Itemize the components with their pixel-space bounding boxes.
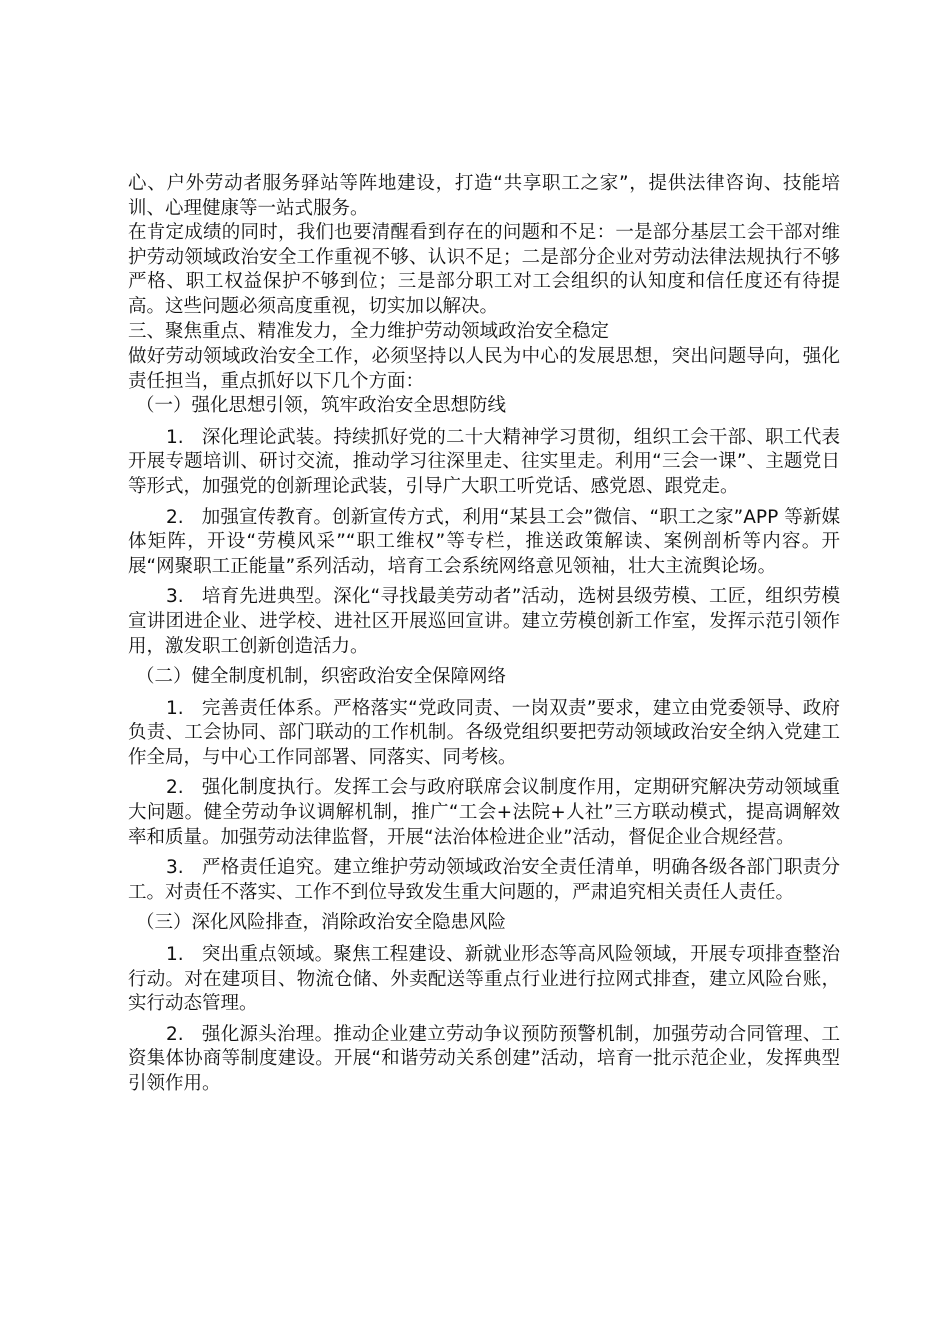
item-text: 强化源头治理。推动企业建立劳动争议预防预警机制，加强劳动合同管理、工资集体协商等制度建设。开展“和谐劳动关系创建”活动，培育一批示范企业，发挥典型引领作用。	[128, 1023, 840, 1094]
paragraph-problems: 在肯定成绩的同时，我们也要清醒看到存在的问题和不足：一是部分基层工会干部对维护劳动领域政治安全工作重视不够、认识不足；二是部分企业对劳动法律法规执行不够严格、职工权益保护不够到位；三是部分职工对工会组织的认知度和信任度还有待提高。这些问题必须高度重视，切实加以解决。	[128, 222, 840, 317]
item-number: 1.	[166, 697, 184, 719]
paragraph-service-stations: 心、户外劳动者服务驿站等阵地建设，打造“共享职工之家”，提供法律咨询、技能培训、心理健康等一站式服务。	[128, 173, 840, 219]
item-text: 完善责任体系。严格落实“党政同责、一岗双责”要求，建立由党委领导、政府负责、工会协同、部门联动的工作机制。各级党组织要把劳动领域政治安全纳入党建工作全局，与中心工作同部署、同落实、同考核。	[128, 697, 840, 768]
list-item	[128, 426, 840, 500]
subheading-2: （二）健全制度机制，织密政治安全保障网络	[136, 666, 507, 688]
item-text: 强化制度执行。发挥工会与政府联席会议制度作用，定期研究解决劳动领域重大问题。健全劳动争议调解机制，推广“工会+法院+人社”三方联动模式，提高调解效率和质量。加强劳动法律监督，开展“法治体检进企业”活动，督促企业合规经营。	[128, 777, 840, 848]
item-number: 2.	[166, 1023, 184, 1045]
item-text: 突出重点领域。聚焦工程建设、新就业形态等高风险领域，开展专项排查整治行动。对在建项目、物流仓储、外卖配送等重点行业进行拉网式排查，建立风险台账，实行动态管理。	[128, 944, 840, 1015]
item-number: 2.	[166, 506, 184, 528]
item-number: 3.	[166, 857, 184, 879]
section-heading-3: 三、聚焦重点、精准发力，全力维护劳动领域政治安全稳定	[128, 320, 610, 342]
item-text: 加强宣传教育。创新宣传方式，利用“某县工会”微信、“职工之家”APP 等新媒体矩阵，开设“劳模风采”“职工维权”等专栏，推送政策解读、案例剖析等内容。开展“网聚职工正能量”系列活动，培育工会系统网络意见领袖，壮大主流舆论场。	[128, 506, 840, 577]
item-number: 1.	[166, 426, 184, 448]
item-text: 培育先进典型。深化“寻找最美劳动者”活动，选树县级劳模、工匠，组织劳模宣讲团进企业、进学校、进社区开展巡回宣讲。建立劳模创新工作室，发挥示范引领作用，激发职工创新创造活力。	[128, 586, 840, 657]
list-item	[128, 776, 840, 850]
list-item	[128, 856, 840, 905]
item-text: 严格责任追究。建立维护劳动领域政治安全责任清单，明确各级各部门职责分工。对责任不落实、工作不到位导致发生重大问题的，严肃追究相关责任人责任。	[128, 857, 840, 903]
subheading-3: （三）深化风险排查，消除政治安全隐患风险	[136, 912, 507, 934]
list-item	[128, 697, 840, 771]
item-number: 1.	[166, 944, 184, 966]
section-intro: 做好劳动领域政治安全工作，必须坚持以人民为中心的发展思想，突出问题导向，强化责任担当，重点抓好以下几个方面：	[128, 346, 840, 393]
list-item	[128, 506, 840, 580]
item-number: 2.	[166, 777, 184, 799]
list-item	[128, 1023, 840, 1097]
list-item	[128, 943, 840, 1017]
document-page	[128, 172, 840, 1103]
item-number: 3.	[166, 586, 184, 608]
item-text: 深化理论武装。持续抓好党的二十大精神学习贯彻，组织工会干部、职工代表开展专题培训、研讨交流，推动学习往深里走、往实里走。利用“三会一课”、主题党日等形式，加强党的创新理论武装，引导广大职工听党话、感党恩、跟党走。	[128, 426, 840, 497]
list-item	[128, 585, 840, 659]
subheading-1: （一）强化思想引领，筑牢政治安全思想防线	[136, 395, 507, 417]
